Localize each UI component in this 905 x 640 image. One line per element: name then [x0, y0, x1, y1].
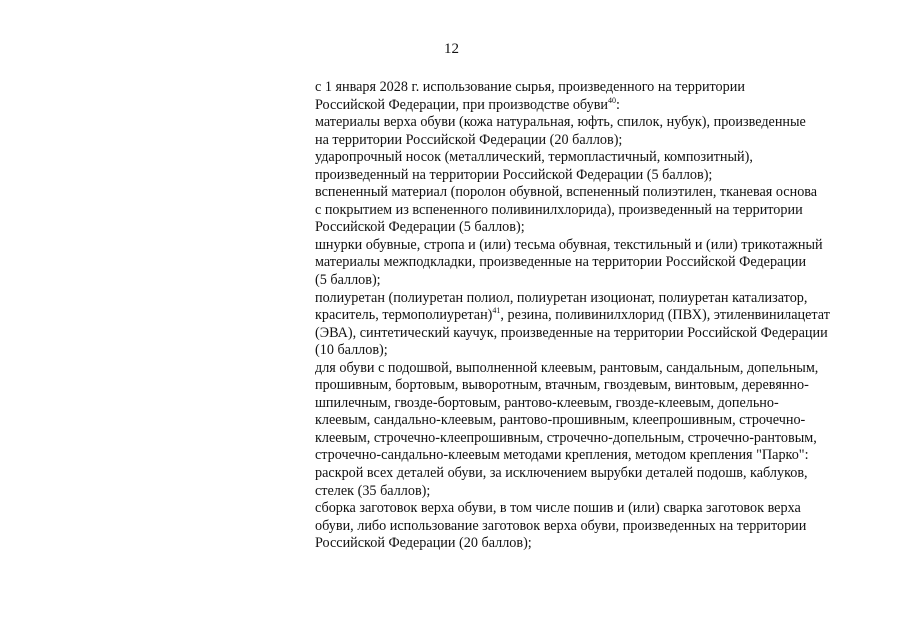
line-text: прошивным, бортовым, выворотным, втачным, гвоздевым, винтовым, деревянно-	[315, 377, 809, 394]
line-text: раскрой всех деталей обуви, за исключением вырубки деталей подошв, каблуков,	[315, 465, 808, 482]
paragraph	[315, 79, 875, 114]
line-text: Российской Федерации (20 баллов);	[315, 535, 532, 552]
line-text: полиуретан (полиуретан полиол, полиуретан изоционат, полиуретан катализатор,	[315, 289, 808, 306]
line-text: с 1 января 2028 г. использование сырья, произведенного на территории	[315, 79, 745, 95]
text-line	[315, 272, 875, 290]
line-text: краситель, термополиуретан)	[315, 307, 493, 324]
text-line	[315, 412, 875, 430]
line-text: произведенный на территории Российской Федерации (5 баллов);	[315, 166, 713, 183]
line-text-continued: , резина, поливинилхлорид (ПВХ), этиленвинилацетат	[500, 307, 830, 324]
text-line	[315, 149, 875, 167]
text-line	[315, 465, 875, 483]
text-line	[315, 447, 875, 465]
line-text: (ЭВА), синтетический каучук, произведенные на территории Российской Федерации	[315, 324, 828, 341]
page-number: 12	[444, 41, 459, 57]
text-line	[315, 184, 875, 202]
paragraph	[315, 114, 875, 149]
line-text: на территории Российской Федерации (20 баллов);	[315, 131, 623, 148]
text-line	[315, 97, 875, 115]
line-text: шпилечным, гвозде-бортовым, рантово-клеевым, гвозде-клеевым, допельно-	[315, 394, 779, 411]
line-text-continued: :	[615, 96, 620, 113]
paragraph	[315, 500, 875, 553]
paragraph	[315, 184, 875, 237]
paragraph	[315, 290, 875, 360]
line-text: строчечно-сандально-клеевым методами крепления, методом крепления "Парко":	[315, 447, 809, 464]
text-line	[315, 535, 875, 553]
line-text: материалы верха обуви (кожа натуральная, юфть, спилок, нубук), произведенные	[315, 114, 806, 131]
line-text: с покрытием из вспененного поливинилхлорида), произведенный на территории	[315, 201, 803, 218]
paragraph	[315, 149, 875, 184]
line-text: материалы межподкладки, произведенные на территории Российской Федерации	[315, 254, 807, 271]
line-text: Российской Федерации, при производстве обуви	[315, 96, 608, 113]
text-line	[315, 132, 875, 150]
text-line	[315, 395, 875, 413]
paragraph	[315, 360, 875, 465]
text-line	[315, 377, 875, 395]
text-line	[315, 500, 875, 518]
line-text: клеевым, сандально-клеевым, рантово-прошивным, клеепрошивным, строчечно-	[315, 412, 806, 429]
text-line	[315, 237, 875, 255]
text-line	[315, 483, 875, 501]
line-text: шнурки обувные, стропа и (или) тесьма обувная, текстильный и (или) трикотажный	[315, 236, 823, 253]
text-line	[315, 114, 875, 132]
footnote-reference: 41	[492, 306, 501, 316]
paragraph	[315, 465, 875, 500]
line-text: обуви, либо использование заготовок верха обуви, произведенных на территории	[315, 517, 807, 534]
text-line	[315, 290, 875, 308]
text-line	[315, 430, 875, 448]
line-text: (10 баллов);	[315, 342, 388, 359]
text-line	[315, 219, 875, 237]
text-line	[315, 79, 875, 97]
line-text: вспененный материал (поролон обувной, вспененный полиэтилен, тканевая основа	[315, 184, 818, 201]
text-line	[315, 202, 875, 220]
text-line	[315, 518, 875, 536]
line-text: стелек (35 баллов);	[315, 482, 431, 499]
text-line	[315, 167, 875, 185]
line-text: (5 баллов);	[315, 272, 381, 289]
line-text: клеевым, строчечно-клеепрошивным, строчечно-допельным, строчечно-рантовым,	[315, 429, 817, 446]
line-text: Российской Федерации (5 баллов);	[315, 219, 525, 236]
text-line	[315, 342, 875, 360]
footnote-reference: 40	[607, 95, 616, 105]
text-line	[315, 254, 875, 272]
line-text: ударопрочный носок (металлический, термопластичный, композитный),	[315, 149, 753, 166]
line-text: сборка заготовок верха обуви, в том числе пошив и (или) сварка заготовок верха	[315, 500, 801, 517]
text-line	[315, 360, 875, 378]
paragraph	[315, 237, 875, 290]
text-line	[315, 307, 875, 325]
text-line	[315, 325, 875, 343]
document-body	[315, 79, 875, 553]
line-text: для обуви с подошвой, выполненной клеевым, рантовым, сандальным, допельным,	[315, 359, 819, 376]
